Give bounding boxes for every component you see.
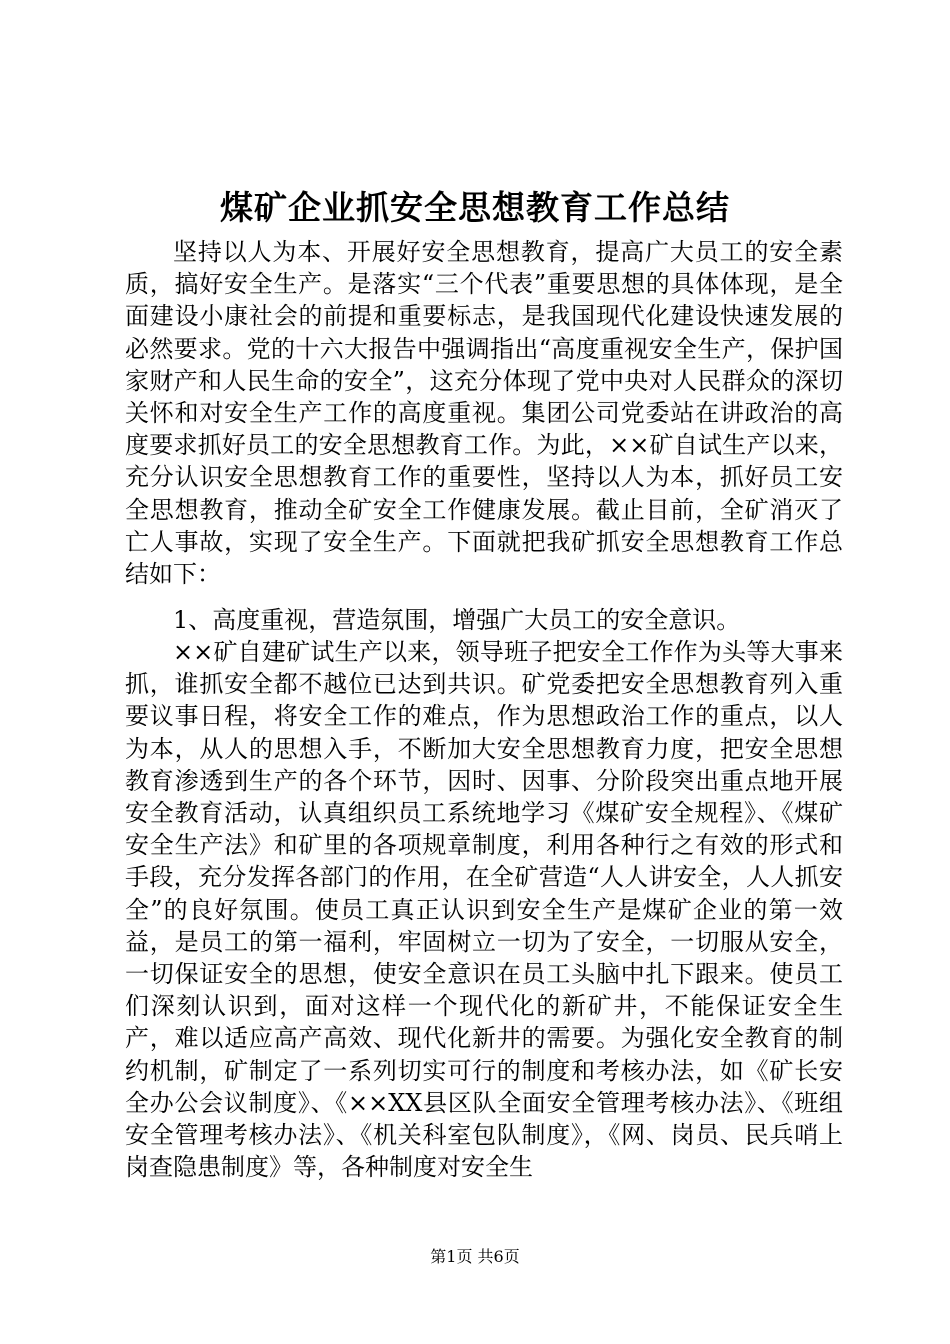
section-paragraph: ××矿自建矿试生产以来，领导班子把安全工作作为头等大事来抓，谁抓安全都不越位已达到共识。矿党委把安全思想教育列入重要议事日程，将安全工作的难点，作为思想政治工作的重点，以人为本，从人的思想入手，不断加大安全思想教育力度，把安全思想教育渗透到生产的各个环节，因时、因事、分阶段突出重点地开展安全教育活动，认真组织员工系统地学习《煤矿安全规程》、《煤矿安全生产法》和矿里的各项规章制度，利用各种行之有效的形式和手段，充分发挥各部门的作用，在全矿营造“人人讲安全，人人抓安全”的良好氛围。使员工真正认识到安全生产是煤矿企业的第一效益，是员工的第一福利，牢固树立一切为了安全，一切服从安全，一切保证安全的思想，使安全意识在员工头脑中扎下跟来。使员工们深刻认识到，面对这样一个现代化的新矿井，不能保证安全生产，难以适应高产高效、现代化新井的需要。为强化安全教育的制约机制，矿制定了一系列切实可行的制度和考核办法，如《矿长安全办公会议制度》、《××XX县区队全面安全管理考核办法》、《班组安全管理考核办法》、《机关科室包队制度》，《网、岗员、民兵哨上岗查隐患制度》等，各种制度对安全生: [125, 638, 843, 1182]
document-title: 煤矿企业抓安全思想教育工作总结: [220, 188, 730, 227]
intro-paragraph: 坚持以人为本、开展好安全思想教育，提高广大员工的安全素质，搞好安全生产。是落实“三个代表”重要思想的具体体现，是全面建设小康社会的前提和重要标志，是我国现代化建设快速发展的必然要求。党的十六大报告中强调指出“高度重视安全生产，保护国家财产和人民生命的安全”，这充分体现了党中央对人民群众的深切关怀和对安全生产工作的高度重视。集团公司党委站在讲政治的高度要求抓好员工的安全思想教育工作。为此，××矿自试生产以来，充分认识安全思想教育工作的重要性，坚持以人为本，抓好员工安全思想教育，推动全矿安全工作健康发展。截止目前，全矿消灭了亡人事故，实现了安全生产。下面就把我矿抓安全思想教育工作总结如下：: [125, 238, 843, 589]
section-heading: 1、高度重视，营造氛围，增强广大员工的安全意识。: [173, 606, 741, 634]
page-footer: 第1页 共6页: [430, 1247, 520, 1266]
